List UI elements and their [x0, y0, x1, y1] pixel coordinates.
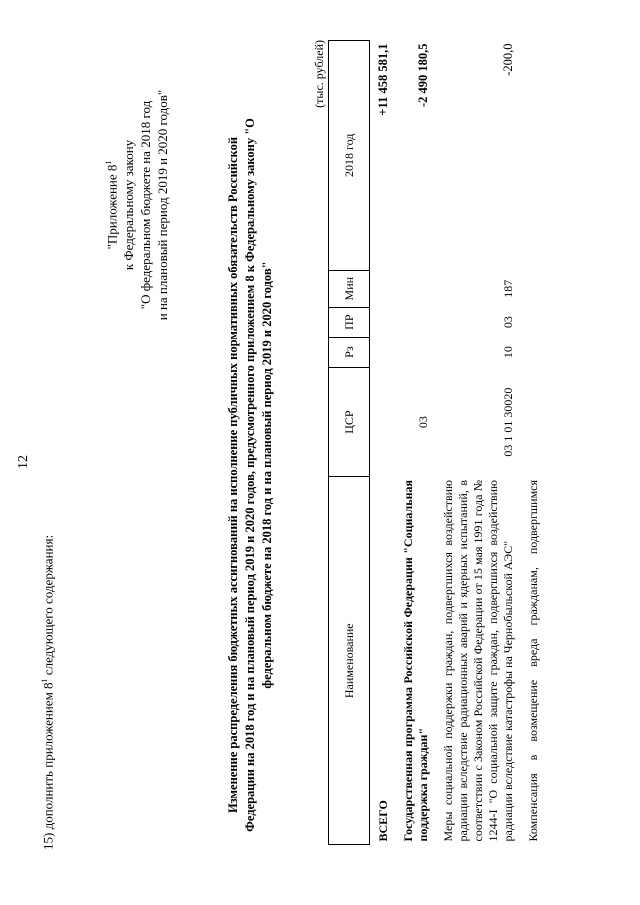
- intro-text: [40, 535, 56, 850]
- table-row: [518, 41, 543, 845]
- row-csr: [370, 367, 394, 477]
- row-min: [393, 270, 433, 307]
- appendix-title: "Приложение 8: [104, 164, 120, 250]
- appendix-caption: [100, 40, 171, 370]
- header-year: 2018 год: [329, 41, 370, 271]
- row-name: Компенсация в возмещение вреда гражданам, подвергшимся: [526, 479, 540, 842]
- intro-prefix: 15) дополнить приложением 8: [40, 682, 56, 850]
- intro-sup: 1: [40, 678, 49, 683]
- intro-suffix: следующего содержания:: [40, 534, 56, 679]
- header-csr: ЦСР: [329, 367, 370, 477]
- table-row: [370, 41, 394, 845]
- page-number: 12: [16, 455, 31, 469]
- row-csr: [518, 367, 543, 477]
- allocation-table: [328, 40, 543, 845]
- row-csr: 03 1 01 30020: [501, 387, 515, 457]
- row-value: -2 490 180,5: [416, 43, 430, 108]
- row-name: ВСЕГО: [376, 800, 390, 842]
- document-heading: Изменение распределения бюджетных ассигнований на исполнение публичных нормативных обязательств Российской Федерации на 2018 год и на плановый период 2019 и 2020 годов, предусмотренного приложением 8 к Федеральному закону "О федеральном бюджете на 2018 год и на плановый период 2019 и 2020 годов": [226, 118, 274, 832]
- header-rz: Рз: [329, 337, 370, 367]
- appendix-line1: [100, 40, 120, 370]
- row-csr: 03: [416, 416, 430, 429]
- unit-label: (тыс. рублей): [312, 40, 326, 108]
- appendix-line4: и на плановый период 2019 и 2020 годов": [155, 89, 171, 321]
- row-value: -200,0: [501, 43, 515, 76]
- row-pr: [370, 307, 394, 337]
- row-rz: [370, 337, 394, 367]
- row-pr: [393, 307, 433, 337]
- appendix-sup: 1: [104, 160, 113, 165]
- row-min: [518, 270, 543, 307]
- header-name: Наименование: [329, 477, 370, 845]
- table-row: [393, 41, 433, 845]
- row-pr: [518, 307, 543, 337]
- table-row: [433, 41, 518, 845]
- row-value: +11 458 581,1: [376, 43, 390, 116]
- row-min: 187: [501, 279, 515, 298]
- row-rz: 10: [501, 346, 515, 359]
- row-rz: [518, 337, 543, 367]
- row-value: [518, 41, 543, 271]
- table-header-row: [329, 41, 370, 845]
- row-min: [370, 270, 394, 307]
- header-pr: ПР: [329, 307, 370, 337]
- header-min: Мин: [329, 270, 370, 307]
- row-pr: 03: [501, 316, 515, 329]
- row-name: Государственная программа Российской Федерации "Социальная поддержка граждан": [401, 479, 430, 842]
- appendix-line3: "О федеральном бюджете на 2018 год: [138, 100, 154, 310]
- row-rz: [393, 337, 433, 367]
- appendix-line2: к Федеральному закону: [121, 139, 137, 271]
- row-name: Меры социальной поддержки граждан, подвергшихся воздействию радиации вследствие радиационных аварий и ядерных испытаний, в соответствии с Законом Российской Федерации от 15 мая 1991 года № 1244-I "О социальной защите граждан, подвергшихся воздействию радиации вследствие катастрофы на Чернобыльской АЭС": [441, 479, 515, 842]
